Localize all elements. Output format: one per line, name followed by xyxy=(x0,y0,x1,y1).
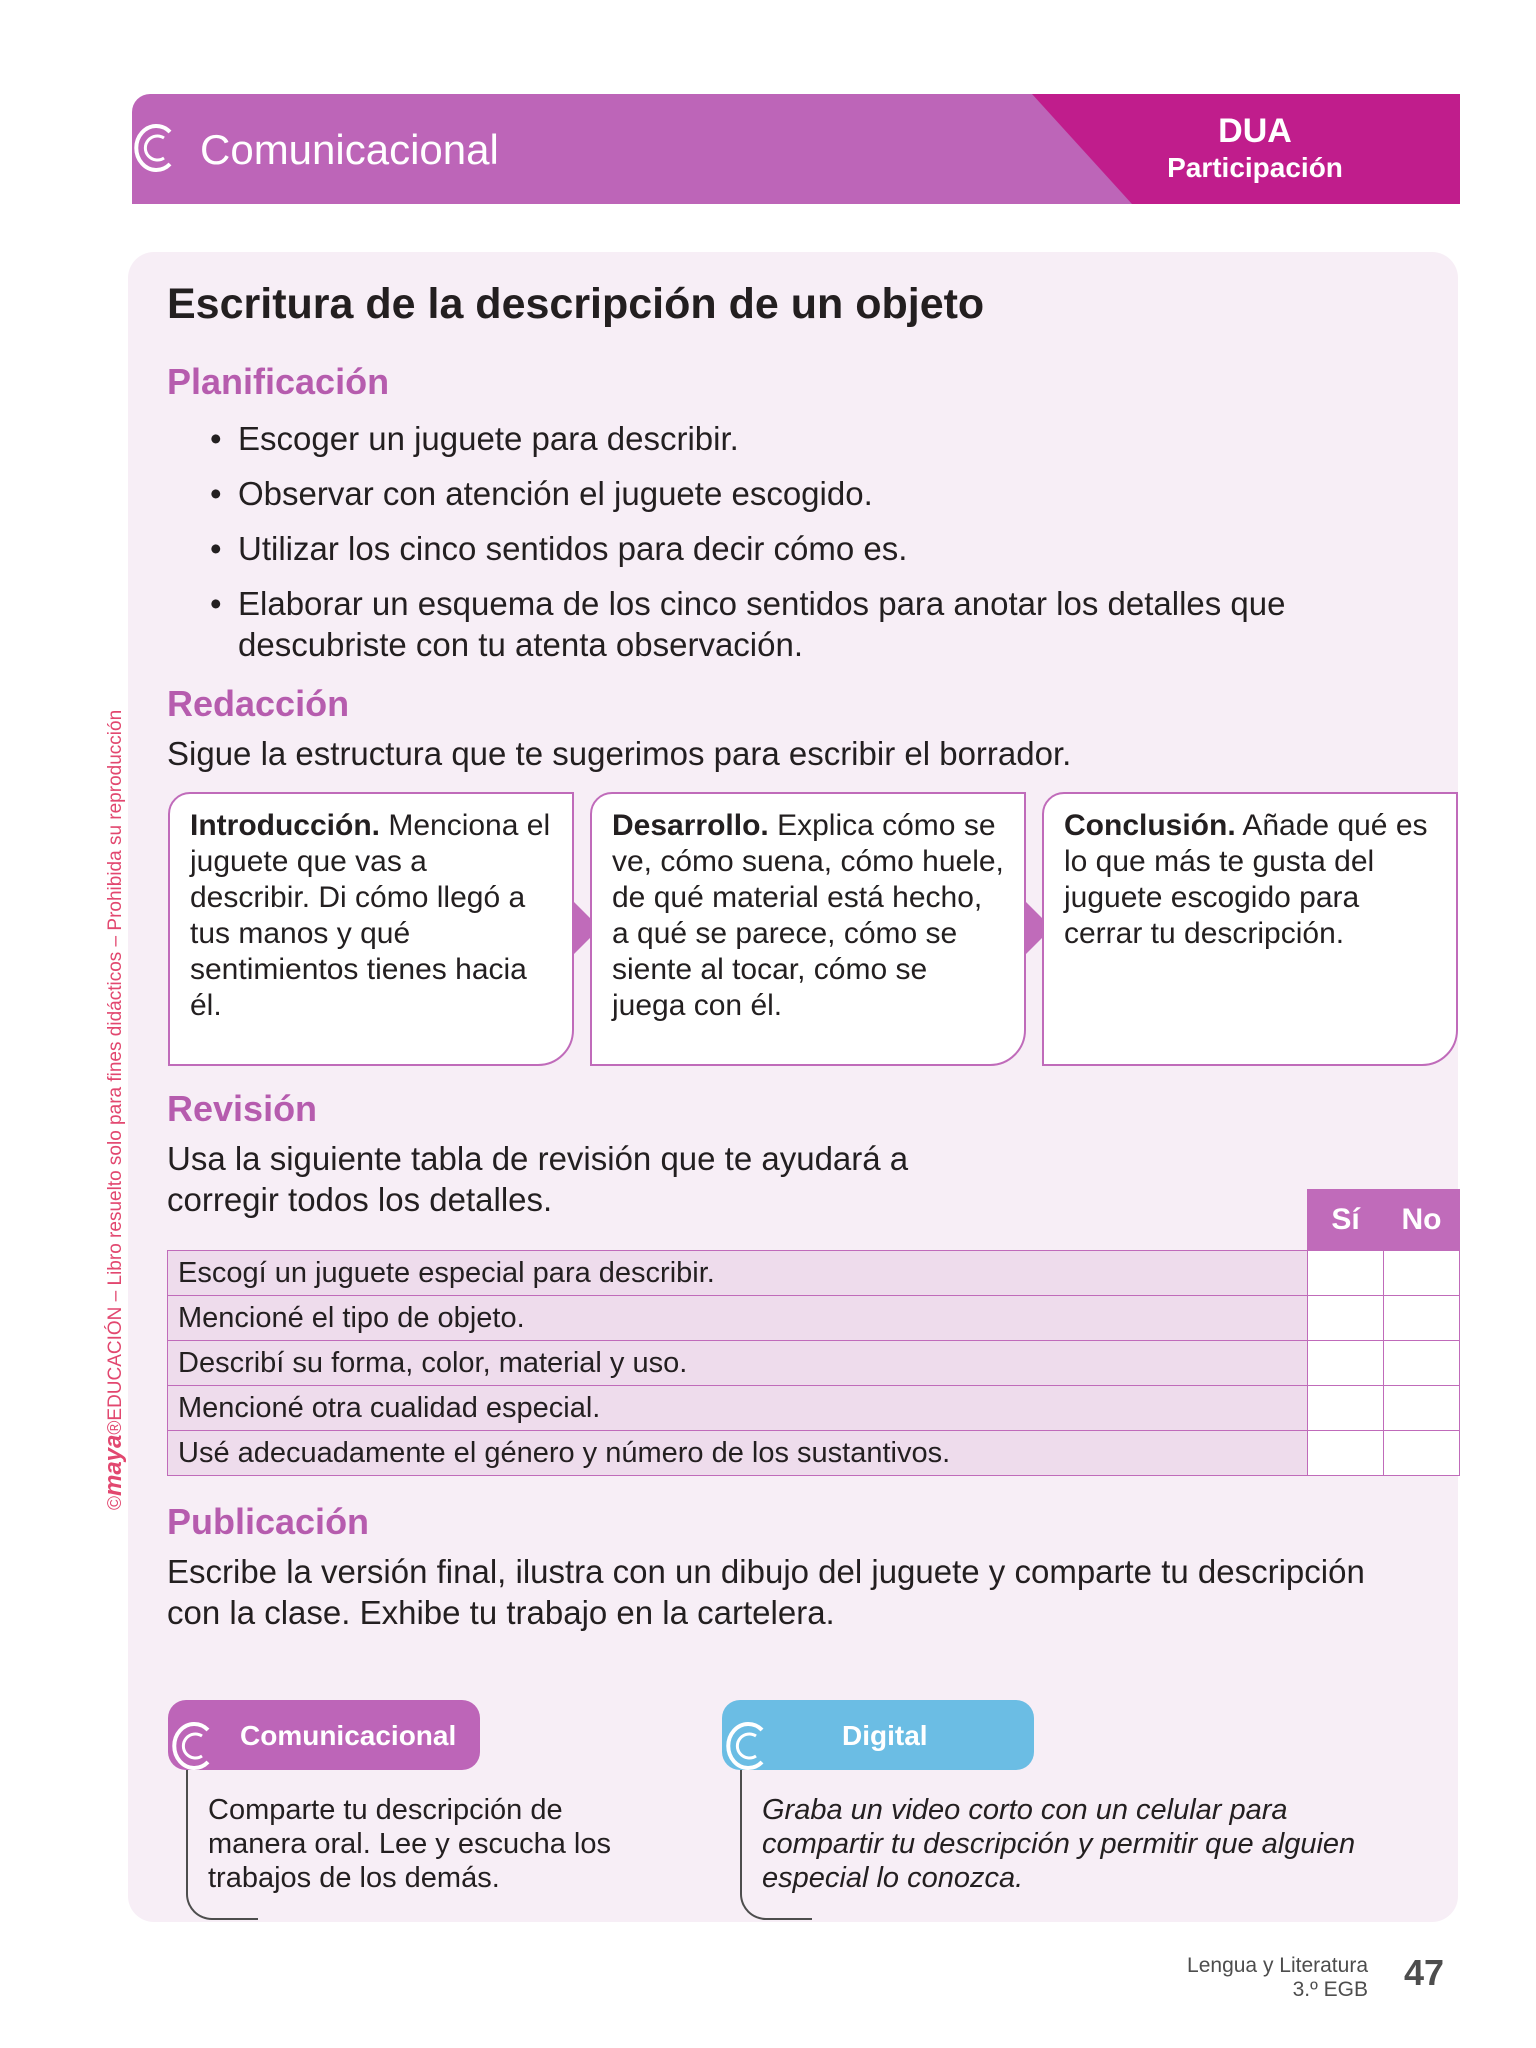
copyright-side-text: ©maya®EDUCACIÓN – Libro resuelto solo para fines didácticos – Prohibida su reproducción xyxy=(100,709,127,1510)
page-number: 47 xyxy=(1404,1952,1445,1993)
yes-checkbox-cell[interactable] xyxy=(1308,1296,1384,1341)
criterion-cell: Mencioné el tipo de objeto. xyxy=(168,1296,1308,1341)
brand-name: maya xyxy=(100,1434,127,1496)
yes-checkbox-cell[interactable] xyxy=(1308,1251,1384,1296)
list-item: • Observar con atención el juguete escogido. xyxy=(210,475,873,512)
column-yes: Sí xyxy=(1308,1190,1384,1251)
table-row xyxy=(168,1431,1460,1476)
drafting-heading: Redacción xyxy=(167,683,350,724)
column-no: No xyxy=(1384,1190,1460,1251)
footer-subject: Lengua y Literatura 3.º EGB xyxy=(1187,1954,1368,2001)
revision-table xyxy=(167,1189,1460,1476)
drafting-intro: Sigue la estructura que te sugerimos para escribir el borrador. xyxy=(167,735,1072,772)
publication-text: Escribe la versión final, ilustra con un dibujo del juguete y comparte tu descripción con la clase. Exhibe tu trabajo en la cartelera. xyxy=(167,1553,1365,1631)
dua-title: DUA xyxy=(1218,112,1292,150)
yes-checkbox-cell[interactable] xyxy=(1308,1341,1384,1386)
table-row xyxy=(168,1341,1460,1386)
section-title: Comunicacional xyxy=(200,126,499,173)
yes-checkbox-cell[interactable] xyxy=(1308,1386,1384,1431)
list-item: • Elaborar un esquema de los cinco sentidos para anotar los detalles que descubriste con tu atenta observación. xyxy=(210,585,1286,663)
no-checkbox-cell[interactable] xyxy=(1384,1386,1460,1431)
criterion-cell: Mencioné otra cualidad especial. xyxy=(168,1386,1308,1431)
page-title: Escritura de la descripción de un objeto xyxy=(167,280,985,328)
structure-box-introduction: Introducción. Menciona el juguete que vas a describir. Di cómo llegó a tus manos y qué sentimientos tienes hacia él. xyxy=(168,792,574,1066)
list-item: • Escoger un juguete para describir. xyxy=(210,420,739,457)
comunicacional-c-icon xyxy=(130,120,176,176)
tip-text-digital: Graba un video corto con un celular para compartir tu descripción y permitir que alguien especial lo conozca. xyxy=(762,1794,1356,1894)
table-row xyxy=(168,1296,1460,1341)
digital-c-icon xyxy=(720,1718,770,1774)
revision-intro: Usa la siguiente tabla de revisión que te ayudará a corregir todos los detalles. xyxy=(167,1140,909,1218)
dua-subtitle: Participación xyxy=(1167,152,1343,183)
tip-tab-comunicacional: Comunicacional xyxy=(168,1700,480,1770)
no-checkbox-cell[interactable] xyxy=(1384,1341,1460,1386)
table-header-row xyxy=(168,1190,1460,1251)
yes-checkbox-cell[interactable] xyxy=(1308,1431,1384,1476)
comunicacional-c-icon xyxy=(166,1718,216,1774)
structure-box-conclusion: Conclusión. Añade qué es lo que más te gusta del juguete escogido para cerrar tu descripción. xyxy=(1042,792,1458,1066)
tip-tab-digital: Digital xyxy=(722,1700,1034,1770)
criterion-cell: Describí su forma, color, material y uso. xyxy=(168,1341,1308,1386)
revision-heading: Revisión xyxy=(167,1088,318,1129)
no-checkbox-cell[interactable] xyxy=(1384,1431,1460,1476)
structure-box-development: Desarrollo. Explica cómo se ve, cómo suena, cómo huele, de qué material está hecho, a qué se parece, cómo se siente al tocar, cómo se juega con él. xyxy=(590,792,1026,1066)
no-checkbox-cell[interactable] xyxy=(1384,1251,1460,1296)
planning-list xyxy=(210,418,1388,665)
publication-heading: Publicación xyxy=(167,1501,370,1542)
no-checkbox-cell[interactable] xyxy=(1384,1296,1460,1341)
criterion-cell: Usé adecuadamente el género y número de los sustantivos. xyxy=(168,1431,1308,1476)
table-row xyxy=(168,1251,1460,1296)
tip-text-comunicacional: Comparte tu descripción de manera oral. Lee y escucha los trabajos de los demás. xyxy=(208,1794,611,1894)
planning-heading: Planificación xyxy=(167,361,390,402)
list-item: • Utilizar los cinco sentidos para decir cómo es. xyxy=(210,530,908,567)
table-row xyxy=(168,1386,1460,1431)
criterion-cell: Escogí un juguete especial para describir. xyxy=(168,1251,1308,1296)
